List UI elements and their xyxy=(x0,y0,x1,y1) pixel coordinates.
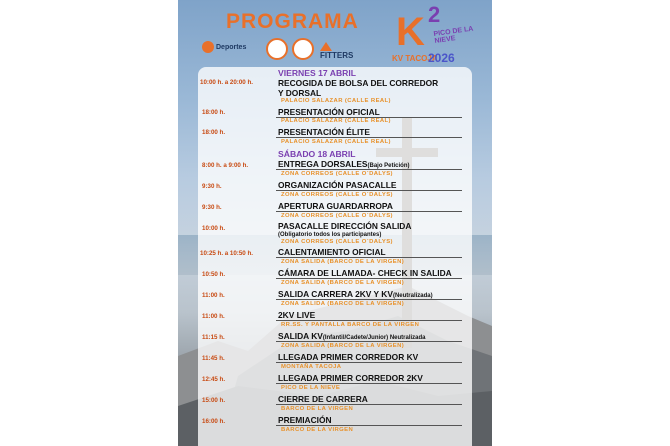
event-title: CIERRE DE CARRERA xyxy=(278,394,368,404)
event-location: PICO DE LA NIEVE xyxy=(281,385,341,391)
divider xyxy=(276,211,462,212)
deportes-logo-text: Deportes xyxy=(216,43,247,51)
event-location: ZONA SALIDA (BARCO DE LA VIRGEN) xyxy=(281,259,405,265)
event-time: 12:45 h. xyxy=(202,376,226,383)
k2-kv-text: KV TACOJA xyxy=(392,54,438,63)
event-time: 15:00 h. xyxy=(202,397,226,404)
divider xyxy=(276,320,462,321)
event-time: 9:30 h. xyxy=(202,204,222,211)
event-title: PRESENTACIÓN ÉLITE xyxy=(278,127,370,137)
event-time: 11:15 h. xyxy=(202,334,225,341)
divider xyxy=(276,383,462,384)
event-time: 10:25 h. a 10:50 h. xyxy=(200,250,253,257)
event-title: LLEGADA PRIMER CORREDOR 2KV xyxy=(278,373,423,383)
divider xyxy=(276,190,462,191)
event-time: 11:00 h. xyxy=(202,292,225,299)
event-title: PASACALLE DIRECCIÓN SALIDA xyxy=(278,221,412,231)
event-poster xyxy=(178,0,492,446)
event-location: BARCO DE LA VIRGEN xyxy=(281,406,354,412)
divider xyxy=(276,425,462,426)
event-note: (Infantil/Cadete/Junior) Neutralizada xyxy=(322,335,426,341)
k2-number: 2 xyxy=(428,2,441,27)
divider xyxy=(276,404,462,405)
event-time: 9:30 h. xyxy=(202,183,222,190)
event-title: APERTURA GUARDARROPA xyxy=(278,201,393,211)
event-title: 2KV LIVE xyxy=(278,310,316,320)
event-title-text: ENTREGA DORSALES xyxy=(278,159,368,169)
event-title: PREMIACIÓN xyxy=(278,415,332,425)
fitters-logo-text: FITTERS xyxy=(320,51,354,61)
event-title: CÁMARA DE LLAMADA- CHECK IN SALIDA xyxy=(278,268,452,278)
event-title xyxy=(278,160,410,169)
k2-year: 2026 xyxy=(428,51,455,65)
day-heading: VIERNES 17 ABRIL xyxy=(278,68,356,78)
event-location: ZONA SALIDA (BARCO DE LA VIRGEN) xyxy=(281,301,405,307)
event-title: LLEGADA PRIMER CORREDOR KV xyxy=(278,352,419,362)
divider xyxy=(276,169,462,170)
divider xyxy=(276,362,462,363)
event-location: BARCO DE LA VIRGEN xyxy=(281,427,354,433)
event-title-text: SALIDA KV xyxy=(278,331,323,341)
poster-title: PROGRAMA xyxy=(226,10,359,33)
event-title xyxy=(278,290,433,299)
event-time: 18:00 h. xyxy=(202,109,226,116)
event-note: (Obligatorio todos los participantes) xyxy=(278,232,382,238)
event-title xyxy=(278,332,426,341)
divider xyxy=(276,299,462,300)
event-location: ZONA SALIDA (BARCO DE LA VIRGEN) xyxy=(281,280,405,286)
event-location: ZONA CORREOS (CALLE O´DALYS) xyxy=(281,239,393,245)
event-title-text: SALIDA CARRERA 2KV Y KV xyxy=(278,289,393,299)
divider xyxy=(276,278,462,279)
k2-letter-k: K xyxy=(396,10,425,54)
event-location: PALACIO SALAZAR (CALLE REAL) xyxy=(281,98,391,104)
event-title: PRESENTACIÓN OFICIAL xyxy=(278,107,380,117)
event-location: RR.SS. Y PANTALLA BARCO DE LA VIRGEN xyxy=(281,322,420,328)
divider xyxy=(276,137,462,138)
event-location: PALACIO SALAZAR (CALLE REAL) xyxy=(281,139,391,145)
event-title: RECOGIDA DE BOLSA DEL CORREDOR xyxy=(278,78,439,88)
event-time: 11:00 h. xyxy=(202,313,225,320)
event-location: ZONA CORREOS (CALLE O´DALYS) xyxy=(281,171,393,177)
event-title: ORGANIZACIÓN PASACALLE xyxy=(278,180,397,190)
event-time: 8:00 h. a 9:00 h. xyxy=(202,162,249,169)
event-location: ZONA CORREOS (CALLE O´DALYS) xyxy=(281,192,393,198)
event-title-line2: Y DORSAL xyxy=(278,88,322,98)
event-time: 11:45 h. xyxy=(202,355,225,362)
event-location: ZONA CORREOS (CALLE O´DALYS) xyxy=(281,213,393,219)
event-time: 10:00 h. a 20:00 h. xyxy=(200,79,253,86)
k2-pico-text: PICO DE LA NIEVE xyxy=(433,25,474,46)
event-time: 10:50 h. xyxy=(202,271,226,278)
event-title: CALENTAMIENTO OFICIAL xyxy=(278,247,386,257)
day-heading: SÁBADO 18 ABRIL xyxy=(278,149,356,159)
divider xyxy=(276,257,462,258)
event-time: 16:00 h. xyxy=(202,418,226,425)
event-time: 18:00 h. xyxy=(202,129,226,136)
event-location: PALACIO SALAZAR (CALLE REAL) xyxy=(281,118,391,124)
event-time: 10:00 h. xyxy=(202,225,226,232)
event-note: (Neutralizada) xyxy=(392,293,433,299)
schedule-list xyxy=(178,0,492,446)
divider xyxy=(276,341,462,342)
event-location: MONTAÑA TACOJA xyxy=(281,364,342,370)
event-note: (Bajo Petición) xyxy=(367,163,410,169)
event-location: ZONA SALIDA (BARCO DE LA VIRGEN) xyxy=(281,343,405,349)
